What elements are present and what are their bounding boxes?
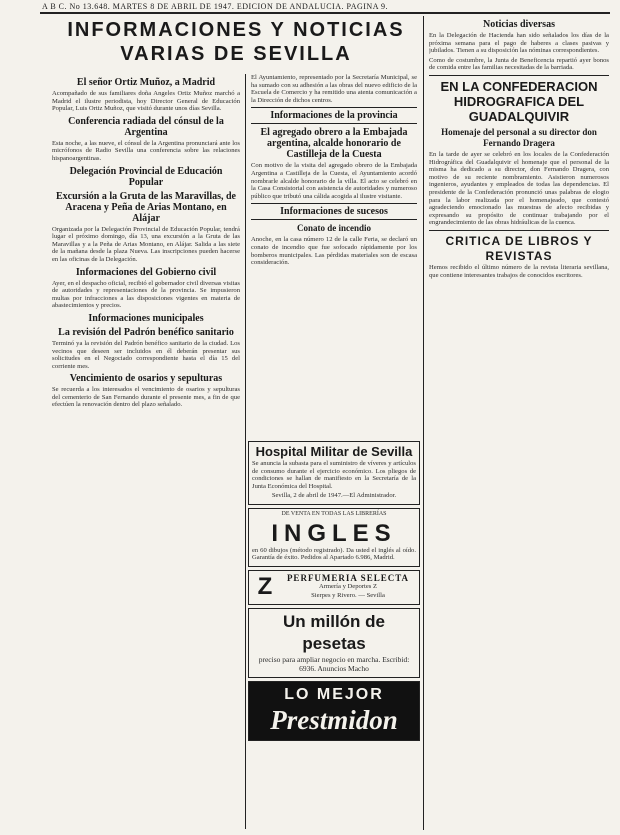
headline: Noticias diversas — [483, 19, 555, 30]
headline: Informaciones del Gobierno civil — [75, 266, 217, 278]
column-divider — [245, 74, 246, 829]
article-text: Acompañado de sus familiares doña Angeles Ortiz Muñoz marchó a Madrid el ilustre periodista, hoy Director General de Educación Popular, Luis Ortiz Muñoz, que visitó durante unos días Sevilla. — [52, 90, 240, 113]
article — [52, 116, 240, 163]
millon-title: Un millón de pesetas — [283, 611, 385, 653]
article-text: Anoche, en la casa número 12 de la calle Feria, se declaró un conato de incendio que fue sofocado rápidamente por los bomberos municipales. Las pérdidas materiales son de escasa consideración. — [251, 236, 417, 267]
headline: Conato de incendio — [296, 223, 371, 234]
critica-body: Hemos recibido el último número de la revista literaria sevillana, que contiene interesantes trabajos de conocidos escritores. — [429, 263, 609, 279]
article-text: Se recuerda a los interesados el vencimiento de osarios y sepulturas del cementerio de San Fernando durante el presente mes, a fin de que efectúen la renovación dentro del plazo señalado. — [52, 386, 240, 409]
article-text: Con motivo de la visita del agregado obrero de la Embajada Argentina a Castilleja de la Cuesta, el Ayuntamiento acordó nombrarle alcalde honorario de la villa. El acto se celebró en la Casa Consistorial con asistencia de autoridades y numeroso público que tributó una cálida acogida al ilustre visitante. — [251, 162, 417, 200]
prestmidon-ad — [248, 681, 420, 741]
confederacion-title: EN LA CONFEDERACION HIDROGRAFICA DEL GUADALQUIVIR — [440, 78, 598, 124]
article-text: Terminó ya la revisión del Padrón benéfico sanitario de la ciudad. Los vecinos que deseen ser incluidos en él deberán presentar sus solicitudes en el Negociado correspondiente hasta el día 15 del corriente mes. — [52, 339, 240, 370]
confederacion-body: En la tarde de ayer se celebró en los locales de la Confederación Hidrográfica del Guadalquivir el homenaje que el personal de la misma ha dedicado a su director, don Fernando Dragera, con motivo de su reciente nombramiento. Asistieron numerosos ingenieros, ayudantes y empleados de todas las dependencias. El presidente de la Confederación pronunció unas palabras de elogio para la labor realizada por el homenajeado, que contestó agradeciendo emocionado las muestras de afecto recibidas y expresando su propósito de continuar trabajando por el engrandecimiento de las obras hidráulicas de la cuenca. — [429, 150, 609, 227]
hospital-ad — [248, 441, 420, 505]
article — [52, 267, 240, 310]
headline: Conferencia radiada del cónsul de la Argentina — [68, 115, 224, 138]
perfumeria-line1: Armería y Deportes Z — [318, 582, 378, 590]
mejor-text: LO MEJOR — [284, 685, 384, 703]
perfumeria-letter: Z — [257, 573, 273, 601]
column-middle — [251, 74, 417, 434]
headline: El señor Ortiz Muñoz, a Madrid — [76, 77, 216, 88]
article — [52, 166, 240, 188]
headline: La revisión del Padrón benéfico sanitario — [58, 326, 234, 338]
divider — [429, 75, 609, 76]
article — [52, 327, 240, 370]
column-left — [52, 74, 240, 829]
article-text: El Ayuntamiento, representado por la Secretaría Municipal, se ha sumado con su adhesión a las obras del nuevo edificio de la Escuela de Comercio y ha remitido una atenta comunicación a la Dirección de dichos centros. — [251, 74, 417, 104]
perfumeria-top: PERFUMERIA SELECTA — [286, 572, 410, 583]
ingles-body: en 60 dibujos (método registrado). Da usted el inglés al oído. Garantía de éxito. Pedidos al Apartado 6.986, Madrid. — [252, 546, 416, 562]
article-text: Esta noche, a las nueve, el cónsul de la Argentina pronunciará ante los micrófonos de Radio Sevilla una conferencia sobre las relaciones hispanoargentinas. — [52, 139, 240, 162]
divider — [429, 230, 609, 231]
millon-ad — [248, 608, 420, 678]
section-heading: Informaciones de la provincia — [251, 107, 417, 124]
prestmidon-logo: Prestmidon — [270, 704, 398, 735]
hospital-sign: Sevilla, 2 de abril de 1947.—El Administrador. — [271, 492, 397, 500]
headline: Informaciones municipales — [88, 312, 204, 324]
column-right — [429, 16, 609, 830]
hospital-title: Hospital Militar de Sevilla — [255, 444, 413, 459]
article-text: Organizada por la Delegación Provincial de Educación Popular, tendrá lugar el próximo domingo, día 13, una excursión a la Gruta de las Maravillas y a la Peña de Arias Montano, en Alájar. Salida a las siete de la mañana desde la plaza Nueva. Las inscripciones pueden hacerse en las oficinas de la Delegación. — [52, 225, 240, 263]
article — [52, 191, 240, 264]
perfumeria-line2: Sierpes y Rivero. — Sevilla — [311, 592, 385, 600]
headline: Vencimiento de osarios y sepulturas — [69, 373, 223, 385]
perfumeria-ad — [248, 570, 420, 605]
banner — [50, 18, 422, 74]
article-text: Ayer, en el despacho oficial, recibió el gobernador civil diversas visitas de autoridades y representaciones de la provincia. Se impusieron multas por infracciones a las disposiciones vigentes en materia de abastecimientos y precios. — [52, 279, 240, 310]
article — [52, 77, 240, 113]
headline: Excursión a la Gruta de las Maravillas, de Aracena y Peña de Arias Montano, en Alájar — [56, 190, 236, 224]
banner-title: INFORMACIONES Y NOTICIAS VARIAS DE SEVILLA — [67, 19, 405, 65]
column-divider — [423, 16, 424, 830]
perfumeria-text — [279, 573, 417, 602]
ingles-top: DE VENTA EN TODAS LAS LIBRERÍAS — [281, 510, 387, 517]
section-heading: Informaciones de sucesos — [251, 203, 417, 220]
header-rule — [40, 12, 610, 14]
page-header: A B C. No 13.648. MARTES 8 DE ABRIL DE 1947. EDICION DE ANDALUCIA. PAGINA 9. — [42, 2, 389, 11]
article-text: En la Delegación de Hacienda han sido señalados los días de la próxima semana para el pago de haberes a clases pasivas y jubilados. Tienen a su disposición las nóminas correspondientes. — [429, 32, 609, 55]
confederacion-subtitle: Homenaje del personal a su director don Fernando Dragera — [441, 126, 597, 148]
critica-title: CRITICA DE LIBROS Y REVISTAS — [445, 233, 593, 263]
headline: El agregado obrero a la Embajada argentina, alcalde honorario de Castilleja de la Cuesta — [260, 127, 408, 161]
ingles-ad — [248, 508, 420, 567]
millon-body: preciso para ampliar negocio en marcha. Escribid: 6936. Anuncios Macho — [258, 654, 410, 673]
ads-column — [248, 438, 420, 830]
article — [52, 313, 240, 324]
article-text: Como de costumbre, la Junta de Beneficencia repartió ayer bonos de comida entre las familias necesitadas de la barriada. — [429, 56, 609, 72]
article — [52, 373, 240, 409]
hospital-body: Se anuncia la subasta para el suministro de víveres y artículos de consumo durante el ejercicio económico. Los pliegos de condiciones se hallan de manifiesto en la Secretaría de la Junta Económica del Hospital. — [252, 460, 416, 490]
ingles-title: INGLES — [271, 519, 397, 547]
headline: Delegación Provincial de Educación Popular — [69, 165, 223, 188]
